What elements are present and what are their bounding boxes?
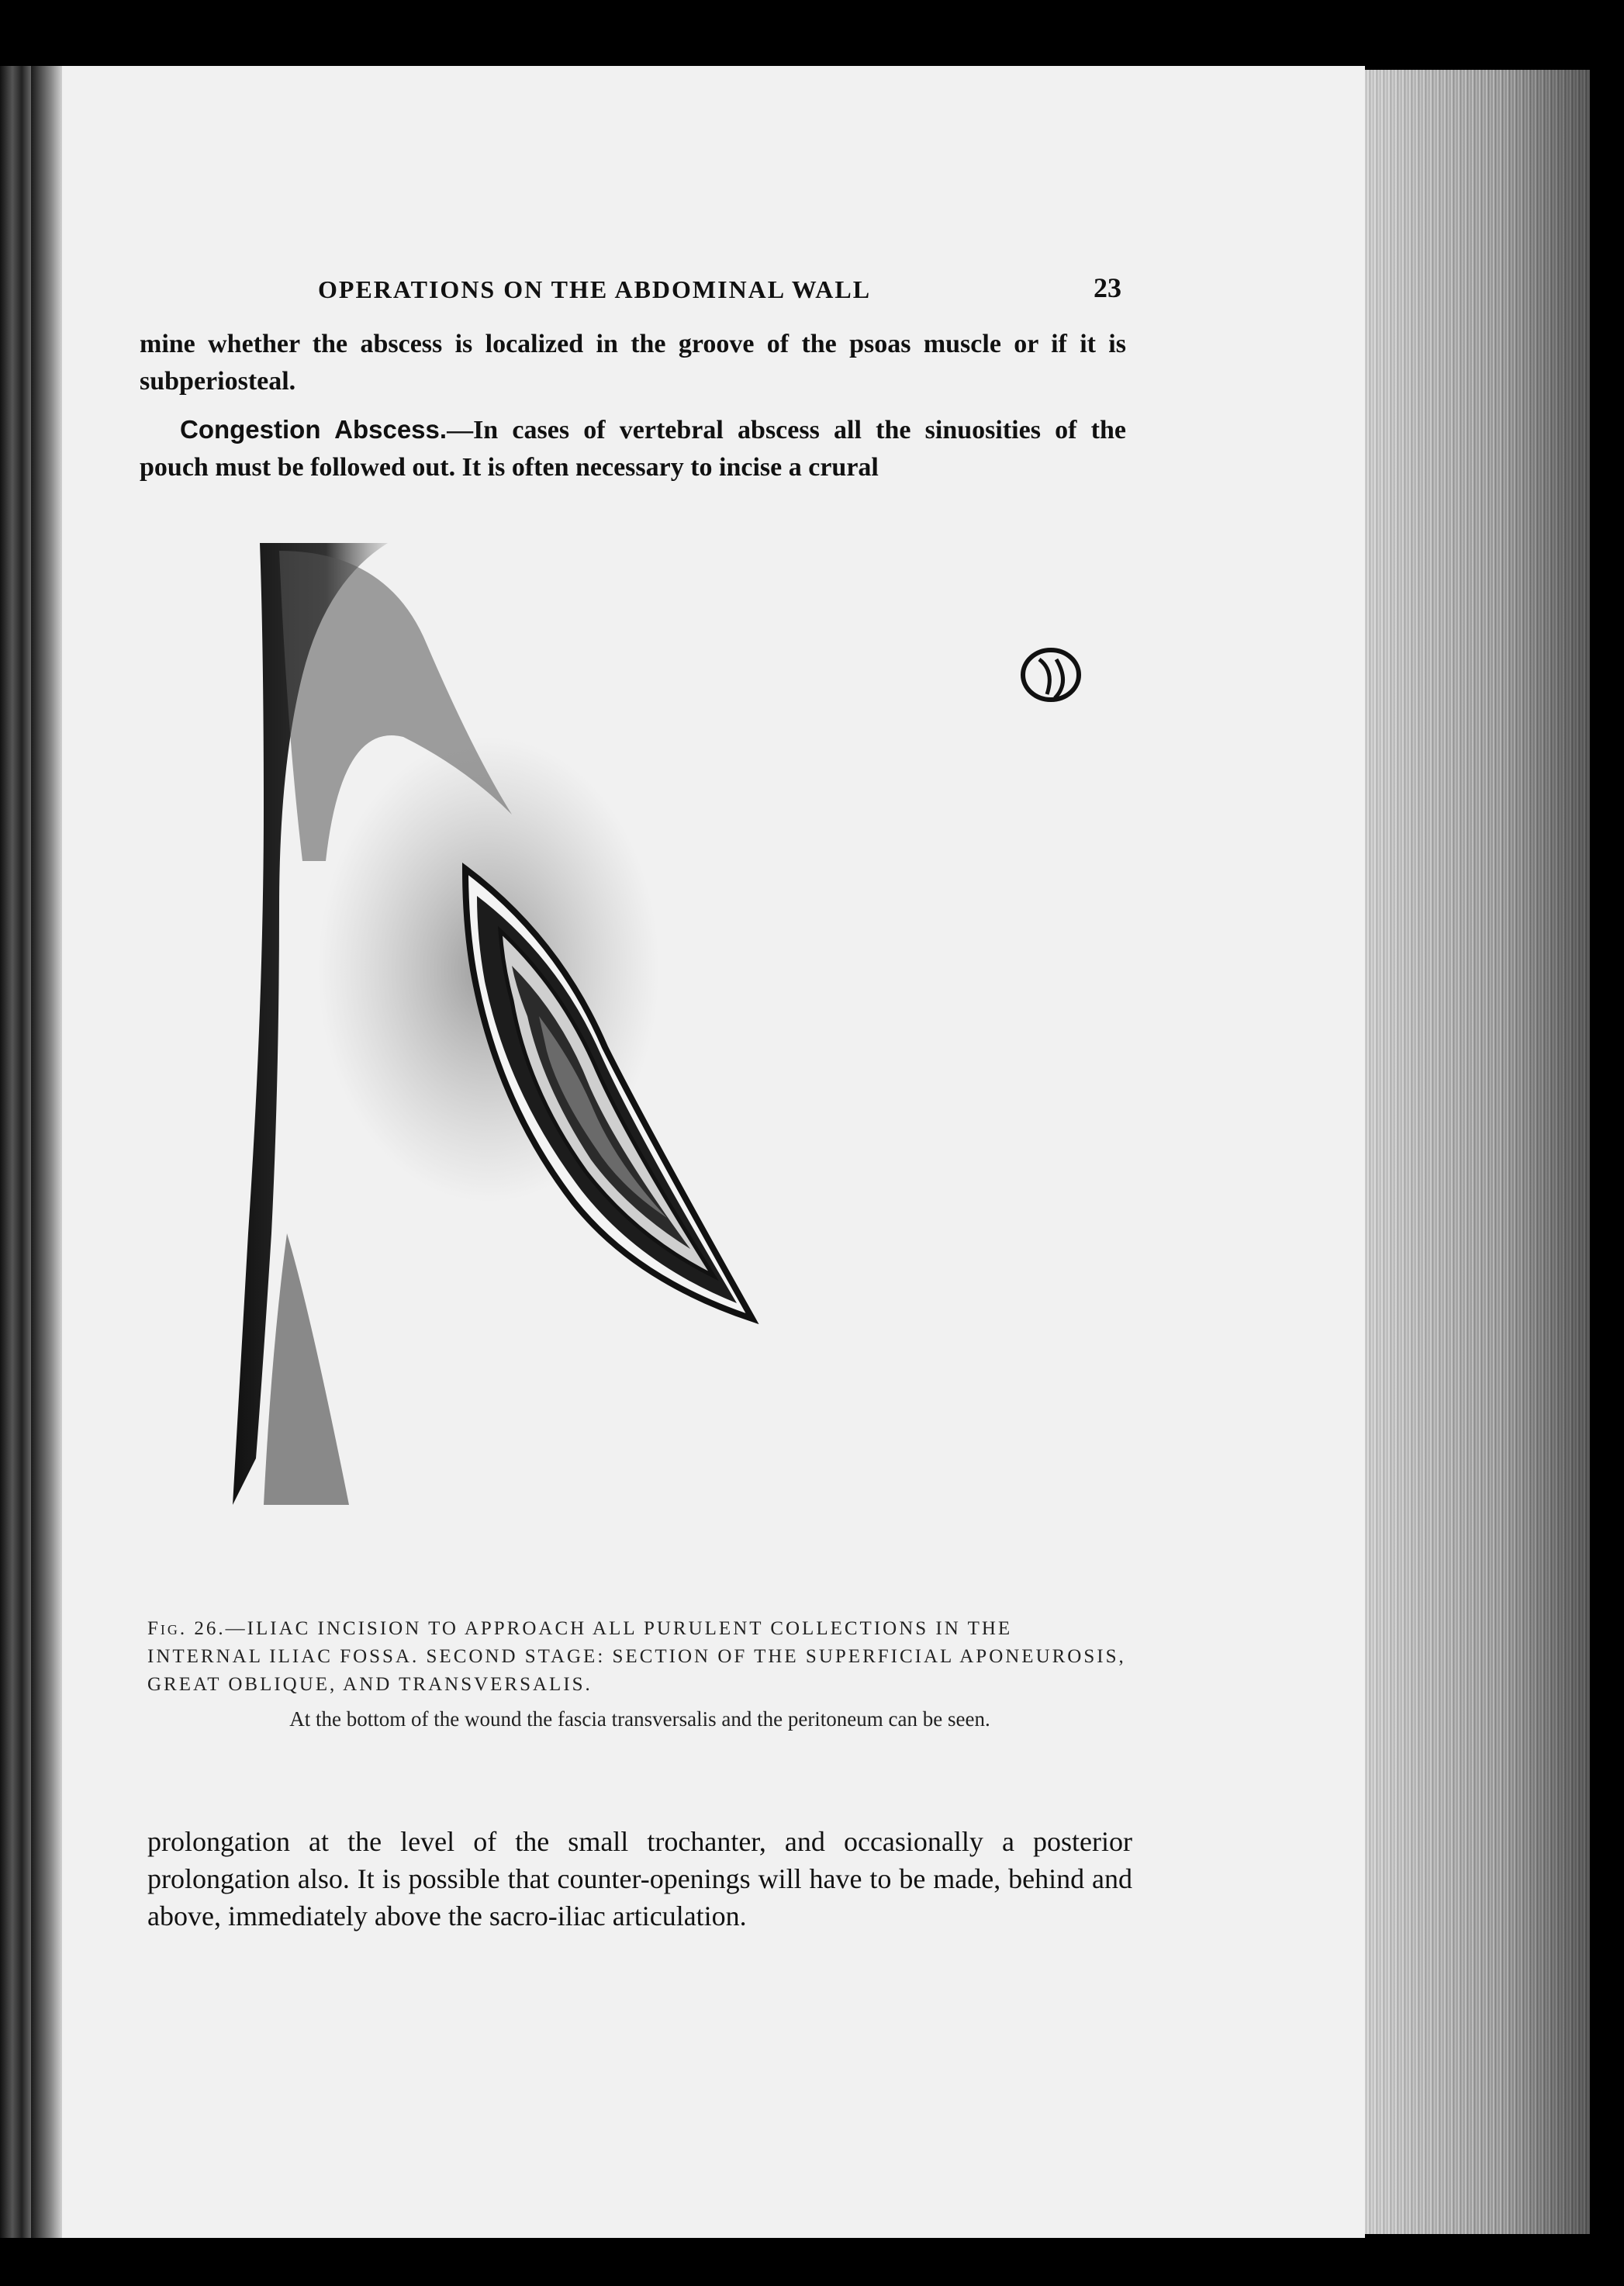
gutter-shadow (31, 66, 65, 2238)
book-left-edge (0, 66, 31, 2238)
figure-caption (147, 1615, 1132, 1699)
running-title: OPERATIONS ON THE ABDOMINAL WALL (318, 275, 872, 303)
paragraph-2 (140, 411, 1126, 486)
figure-note: At the bottom of the wound the fascia transversalis and the peritoneum can be seen. (289, 1707, 990, 1731)
figure-iliac-incision-illustration (233, 535, 1117, 1536)
page-number: 23 (1094, 272, 1121, 303)
body-shade-lower (264, 1233, 349, 1505)
paragraph-3: prolongation at the level of the small trochanter, and occasionally a posterior prolongation also. It is possible that counter-openings will have to be made, behind and above, immediately above the sacro-iliac articulation. (147, 1826, 1132, 1932)
figure-label: Fig. 26. (147, 1618, 226, 1639)
section-run-in-heading: Congestion Abscess. (180, 415, 447, 444)
figure-caption-text: —ILIAC INCISION TO APPROACH ALL PURULENT COLLECTIONS IN THE INTERNAL ILIAC FOSSA. SECOND STAGE: SECTION OF THE SUPERFICIAL APONEUROSIS, GREAT OBLIQUE, AND TRANSVERSALIS. (147, 1618, 1126, 1695)
navel-mark (1023, 650, 1079, 700)
paragraph-1: mine whether the abscess is localized in the groove of the psoas muscle or if it is subperiosteal. (140, 330, 1126, 396)
book-page-edges (1365, 70, 1590, 2234)
paragraph-2-text: —In cases of vertebral abscess all the sinuosities of the pouch must be followed out. It is often necessary to incise a crural (140, 416, 1126, 482)
